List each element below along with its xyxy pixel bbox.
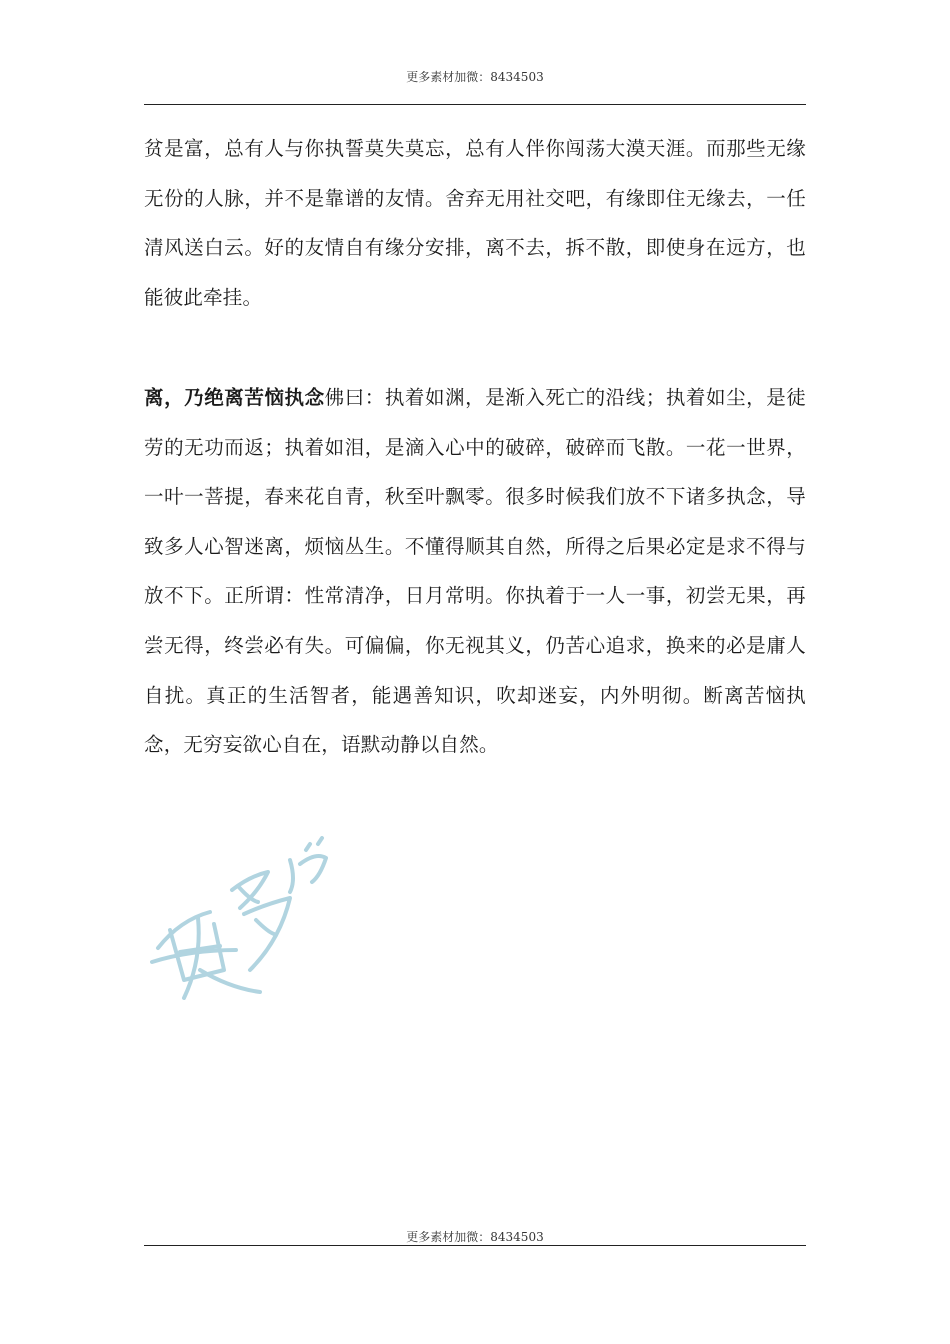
watermark-graphic [140,820,380,1020]
header-divider [144,104,806,105]
body-paragraph-1: 贫是富，总有人与你执誓莫失莫忘，总有人伴你闯荡大漠天涯。而那些无缘无份的人脉，并不是靠谱的友情。舍弃无用社交吧，有缘即住无缘去，一任清风送白云。好的友情自有缘分安排，离不去，拆不散，即使身在远方，也能彼此牵挂。 [144,137,806,309]
footer-divider [144,1245,806,1246]
body-paragraph-2 [144,373,806,770]
paragraph-lead-heading: 离，乃绝离苦恼执念 [144,386,325,409]
page-footer-text: 更多素材加微：8434503 [406,1230,544,1244]
paragraph-body-text: 佛曰：执着如渊，是渐入死亡的沿线；执着如尘，是徒劳的无功而返；执着如泪，是滴入心中的破碎，破碎而飞散。一花一世界，一叶一菩提，春来花自青，秋至叶飘零。很多时候我们放不下诸多执念，导致多人心智迷离，烦恼丛生。不懂得顺其自然，所得之后果必定是求不得与放不下。正所谓：性常清净，日月常明。你执着于一人一事，初尝无果，再尝无得，终尝必有失。可偏偏，你无视其义，仍苦心追求，换来的必是庸人自扰。真正的生活智者，能遇善知识，吹却迷妄，内外明彻。断离苦恼执念，无穷妄欲心自在，语默动静以自然。 [144,386,806,757]
page-header-text: 更多素材加微：8434503 [406,70,544,84]
